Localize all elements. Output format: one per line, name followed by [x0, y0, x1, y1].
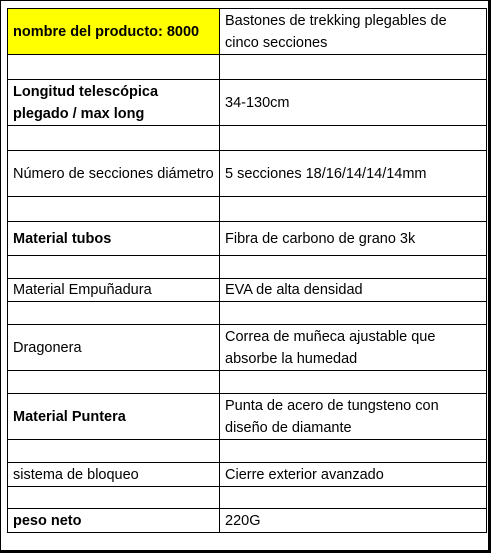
empty-cell[interactable]: [8, 55, 220, 80]
empty-cell[interactable]: [220, 197, 487, 222]
empty-cell[interactable]: [8, 126, 220, 151]
product-name-label[interactable]: nombre del producto: 8000: [8, 9, 220, 55]
tip-material-value[interactable]: Punta de acero de tungsteno con diseño de diamante: [220, 394, 487, 440]
table-row-empty: [8, 55, 487, 80]
table-row: [8, 80, 487, 126]
net-weight-value[interactable]: 220G: [220, 509, 487, 533]
empty-cell[interactable]: [220, 55, 487, 80]
length-value[interactable]: 34-130cm: [220, 80, 487, 126]
tip-material-label[interactable]: Material Puntera: [8, 394, 220, 440]
table-row-empty: [8, 440, 487, 463]
table-row: [8, 222, 487, 256]
empty-cell[interactable]: [220, 256, 487, 279]
table-row: [8, 463, 487, 487]
lock-system-value[interactable]: Cierre exterior avanzado: [220, 463, 487, 487]
length-label[interactable]: Longitud telescópica plegado / max long: [8, 80, 220, 126]
table-row: [8, 509, 487, 533]
table-row-empty: [8, 371, 487, 394]
empty-cell[interactable]: [8, 302, 220, 325]
sections-label[interactable]: Número de secciones diámetro: [8, 151, 220, 197]
lock-system-label[interactable]: sistema de bloqueo: [8, 463, 220, 487]
empty-cell[interactable]: [8, 197, 220, 222]
wrist-strap-value[interactable]: Correa de muñeca ajustable que absorbe la humedad: [220, 325, 487, 371]
table-row-empty: [8, 126, 487, 151]
grip-material-value[interactable]: EVA de alta densidad: [220, 279, 487, 302]
empty-cell[interactable]: [8, 440, 220, 463]
table-row-empty: [8, 197, 487, 222]
product-spec-table: [7, 8, 487, 533]
empty-cell[interactable]: [220, 126, 487, 151]
empty-cell[interactable]: [220, 302, 487, 325]
table-row: [8, 151, 487, 197]
empty-cell[interactable]: [220, 487, 487, 509]
tube-material-label[interactable]: Material tubos: [8, 222, 220, 256]
empty-cell[interactable]: [220, 371, 487, 394]
table-row: [8, 325, 487, 371]
empty-cell[interactable]: [8, 371, 220, 394]
product-name-value[interactable]: Bastones de trekking plegables de cinco secciones: [220, 9, 487, 55]
empty-cell[interactable]: [8, 487, 220, 509]
table-row: [8, 279, 487, 302]
grip-material-label[interactable]: Material Empuñadura: [8, 279, 220, 302]
table-row-empty: [8, 302, 487, 325]
sections-value[interactable]: 5 secciones 18/16/14/14/14mm: [220, 151, 487, 197]
empty-cell[interactable]: [220, 440, 487, 463]
empty-cell[interactable]: [8, 256, 220, 279]
table-row: [8, 394, 487, 440]
table-row-empty: [8, 256, 487, 279]
tube-material-value[interactable]: Fibra de carbono de grano 3k: [220, 222, 487, 256]
table-row: [8, 9, 487, 55]
net-weight-label[interactable]: peso neto: [8, 509, 220, 533]
table-row-empty: [8, 487, 487, 509]
wrist-strap-label[interactable]: Dragonera: [8, 325, 220, 371]
